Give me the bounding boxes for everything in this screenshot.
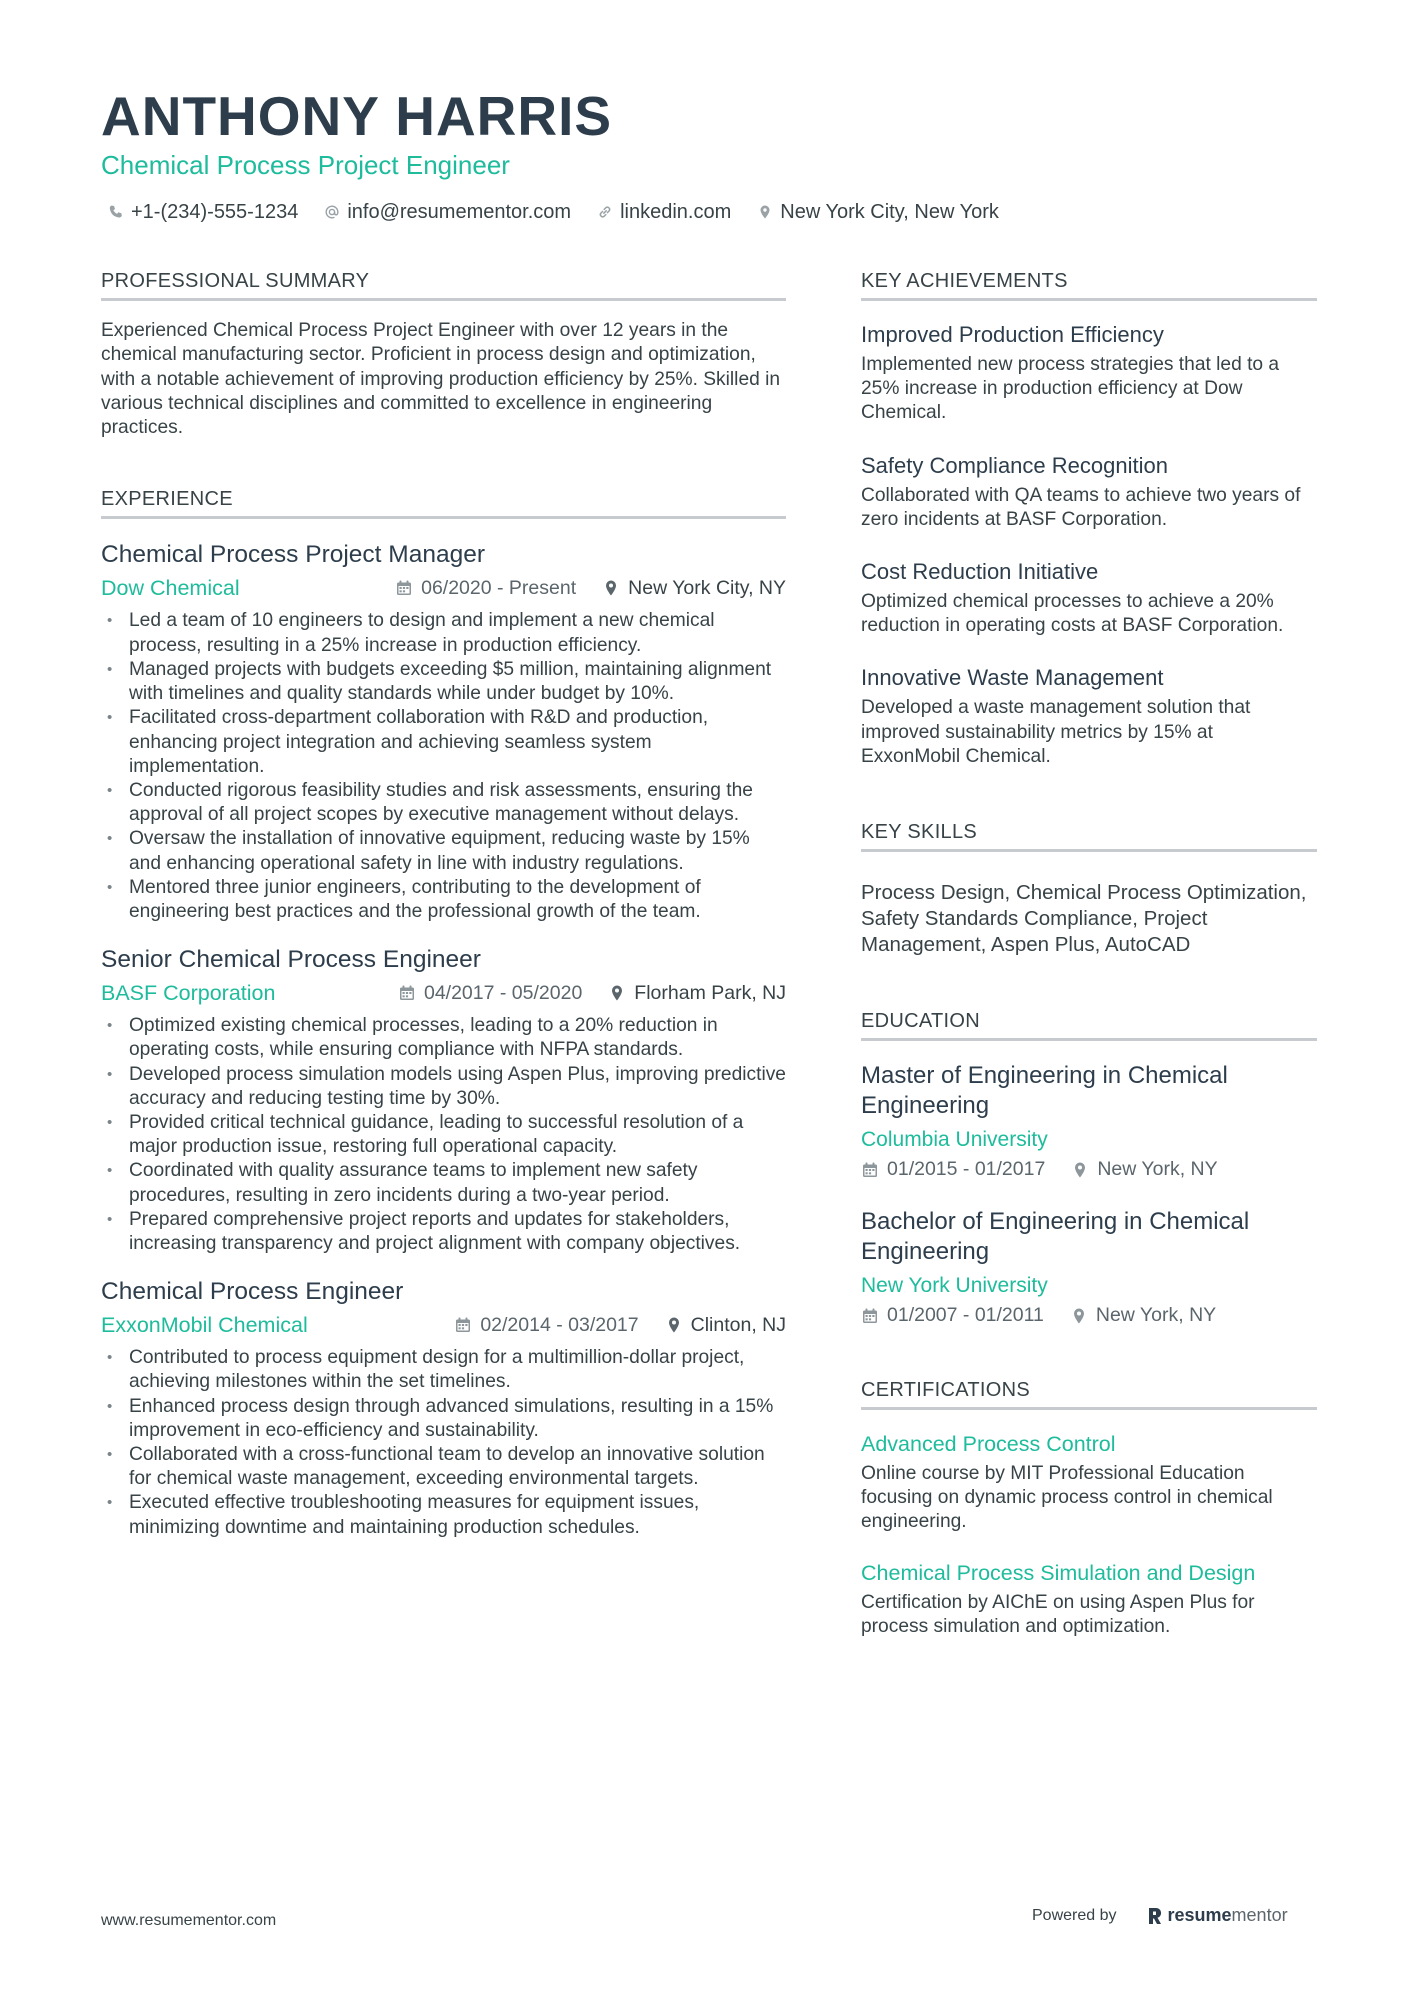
job-bullets [101, 1346, 786, 1540]
contact-phone-text: +1-(234)-555-1234 [131, 200, 299, 223]
education-item [861, 1061, 1317, 1181]
list-item: • Oversaw the installation of innovative equipment, reducing waste by 15% and enhancing operational safety in line with industry regulations. [101, 827, 786, 875]
contact-location-text: New York City, New York [780, 200, 999, 223]
brand-name-bold: resume [1167, 1905, 1232, 1925]
job-location-text: Florham Park, NJ [634, 981, 786, 1004]
job-entry [101, 539, 786, 924]
job-dates [395, 577, 576, 600]
job-bullets [101, 1014, 786, 1256]
list-item: • Led a team of 10 engineers to design and implement a new chemical process, resulting in a 25% increase in production efficiency. [101, 609, 786, 657]
achievement-desc: Implemented new process strategies that led to a 25% increase in production efficiency at Dow Chemical. [861, 354, 1280, 424]
job-location [608, 982, 786, 1005]
education-school: New York University [861, 1274, 1048, 1298]
calendar-icon [454, 1316, 472, 1334]
experience-section [101, 486, 786, 1539]
contact-linkedin[interactable] [597, 201, 731, 224]
list-item: • Executed effective troubleshooting measures for equipment issues, minimizing downtime and maintaining production schedules. [101, 1491, 786, 1539]
calendar-icon [861, 1161, 879, 1179]
brand-name-light: mentor [1231, 1905, 1288, 1925]
certification-item [861, 1559, 1317, 1639]
education-degree: Master of Engineering in Chemical Engineering [861, 1062, 1228, 1120]
list-item: • Prepared comprehensive project reports and updates for stakeholders, increasing transparency and project alignment with company objectives. [101, 1208, 786, 1256]
skills-section [861, 819, 1317, 958]
list-item: • Managed projects with budgets exceeding $5 million, maintaining alignment with timelines and quality standards while under budget by 10%. [101, 658, 786, 706]
job-entry [101, 1276, 786, 1540]
job-bullets [101, 609, 786, 924]
summary-text: Experienced Chemical Process Project Engineer with over 12 years in the chemical manufacturing sector. Proficient in process design and optimization, with a notable achievement of improving production efficiency by 25%. Skilled in various technical disciplines and committed to excellence in engineering practices. [101, 320, 781, 439]
achievement-desc: Collaborated with QA teams to achieve two years of zero incidents at BASF Corporation. [861, 484, 1301, 530]
education-dates-text: 01/2015 - 01/2017 [887, 1158, 1046, 1181]
job-title: Chemical Process Project Manager [101, 541, 485, 569]
job-company: Dow Chemical [101, 575, 240, 600]
certification-desc: Online course by MIT Professional Education focusing on dynamic process control in chemical engineering. [861, 1463, 1273, 1533]
education-school: Columbia University [861, 1128, 1048, 1152]
job-meta [101, 573, 786, 603]
job-company: BASF Corporation [101, 980, 276, 1005]
calendar-icon [861, 1307, 879, 1325]
job-location-text: New York City, NY [628, 576, 786, 599]
education-location [1071, 1158, 1217, 1181]
job-dates [398, 982, 582, 1005]
achievement-item [861, 452, 1317, 532]
calendar-icon [395, 579, 413, 597]
location-icon [665, 1316, 683, 1334]
education-meta [861, 1158, 1317, 1181]
footer-brand[interactable] [1032, 1905, 1288, 1926]
achievement-title: Innovative Waste Management [861, 665, 1164, 691]
job-title: Senior Chemical Process Engineer [101, 946, 481, 974]
job-dates-text: 04/2017 - 05/2020 [423, 981, 583, 1004]
location-icon [1071, 1161, 1089, 1179]
job-meta [101, 978, 786, 1008]
job-title: Chemical Process Engineer [101, 1278, 404, 1306]
certification-item [861, 1430, 1317, 1535]
achievement-item [861, 664, 1317, 769]
job-location-text: Clinton, NJ [690, 1313, 786, 1336]
job-meta-right [395, 577, 786, 600]
job-location [602, 577, 786, 600]
candidate-role: Chemical Process Project Engineer [101, 150, 510, 180]
education-dates [861, 1158, 1045, 1181]
resumementor-logo-icon [1147, 1906, 1163, 1926]
list-item: • Optimized existing chemical processes, leading to a 20% reduction in operating costs, while ensuring compliance with NFPA standards. [101, 1014, 786, 1062]
achievement-item [861, 558, 1317, 638]
certifications-heading: CERTIFICATIONS [861, 1377, 1317, 1410]
education-dates [861, 1304, 1044, 1327]
phone-icon [108, 204, 124, 220]
achievements-heading: KEY ACHIEVEMENTS [861, 268, 1317, 301]
link-icon [597, 204, 613, 220]
certification-title: Chemical Process Simulation and Design [861, 1560, 1256, 1585]
skills-heading: KEY SKILLS [861, 819, 1317, 852]
certifications-section [861, 1377, 1317, 1639]
education-location-text: New York, NY [1097, 1158, 1218, 1181]
education-location [1070, 1304, 1216, 1327]
list-item: • Conducted rigorous feasibility studies and risk assessments, ensuring the approval of all project scopes by executive management without delays. [101, 779, 786, 827]
job-entry [101, 944, 786, 1256]
location-icon [1070, 1307, 1088, 1325]
achievement-title: Safety Compliance Recognition [861, 452, 1168, 478]
skills-text: Process Design, Chemical Process Optimization, Safety Standards Compliance, Project Management, Aspen Plus, AutoCAD [861, 881, 1307, 957]
location-icon [602, 579, 620, 597]
list-item: • Provided critical technical guidance, leading to successful resolution of a major production issue, restoring full operational capacity. [101, 1111, 786, 1159]
contact-linkedin-text: linkedin.com [620, 200, 732, 223]
job-dates-text: 06/2020 - Present [421, 576, 577, 599]
list-item: • Developed process simulation models using Aspen Plus, improving predictive accuracy and reducing testing time by 30%. [101, 1063, 786, 1111]
job-meta [101, 1310, 786, 1340]
certification-title: Advanced Process Control [861, 1432, 1116, 1457]
contact-phone[interactable] [108, 201, 298, 224]
job-meta-right [398, 982, 786, 1005]
contact-email-text: info@resumementor.com [347, 200, 572, 223]
contact-bar [108, 198, 1025, 226]
summary-heading: PROFESSIONAL SUMMARY [101, 268, 786, 301]
job-dates-text: 02/2014 - 03/2017 [480, 1313, 639, 1336]
list-item: • Mentored three junior engineers, contributing to the development of engineering best practices and the professional growth of the team. [101, 876, 786, 924]
footer-website[interactable]: www.resumementor.com [101, 1912, 277, 1929]
achievements-section [861, 268, 1317, 769]
contact-location [757, 201, 999, 224]
job-dates [454, 1314, 638, 1337]
experience-heading: EXPERIENCE [101, 486, 786, 519]
calendar-icon [398, 984, 416, 1002]
job-company: ExxonMobil Chemical [101, 1312, 308, 1337]
education-item [861, 1207, 1317, 1327]
job-meta-right [454, 1314, 786, 1337]
powered-by-label: Powered by [1032, 1906, 1117, 1924]
brand-logo [1147, 1905, 1288, 1926]
summary-section [101, 268, 786, 440]
list-item: • Contributed to process equipment design for a multimillion-dollar project, achieving milestones within the set timelines. [101, 1346, 786, 1394]
education-section [861, 1008, 1317, 1327]
achievement-title: Cost Reduction Initiative [861, 559, 1099, 585]
achievement-item [861, 321, 1317, 426]
contact-email[interactable] [324, 201, 571, 224]
right-column [861, 268, 1317, 1639]
location-icon [608, 984, 626, 1002]
job-location [665, 1314, 786, 1337]
education-heading: EDUCATION [861, 1008, 1317, 1041]
achievement-desc: Developed a waste management solution that improved sustainability metrics by 15% at ExxonMobil Chemical. [861, 697, 1251, 767]
certification-desc: Certification by AIChE on using Aspen Plus for process simulation and optimization. [861, 1591, 1255, 1637]
list-item: • Enhanced process design through advanced simulations, resulting in a 15% improvement in eco-efficiency and sustainability. [101, 1395, 786, 1443]
candidate-name: ANTHONY HARRIS [101, 85, 613, 147]
location-icon [757, 204, 773, 220]
list-item: • Facilitated cross-department collaboration with R&D and production, enhancing project integration and achieving seamless system implementation. [101, 706, 786, 779]
education-meta [861, 1304, 1317, 1327]
left-column [101, 268, 786, 1540]
list-item: • Collaborated with a cross-functional team to develop an innovative solution for chemical waste management, exceeding environmental targets. [101, 1443, 786, 1491]
list-item: • Coordinated with quality assurance teams to implement new safety procedures, resulting in zero incidents during a two-year period. [101, 1159, 786, 1207]
at-icon [324, 204, 340, 220]
education-location-text: New York, NY [1095, 1304, 1217, 1327]
achievement-title: Improved Production Efficiency [861, 322, 1164, 347]
education-dates-text: 01/2007 - 01/2011 [887, 1304, 1044, 1327]
education-degree: Bachelor of Engineering in Chemical Engineering [861, 1208, 1250, 1266]
achievement-desc: Optimized chemical processes to achieve a 20% reduction in operating costs at BASF Corporation. [861, 591, 1284, 637]
